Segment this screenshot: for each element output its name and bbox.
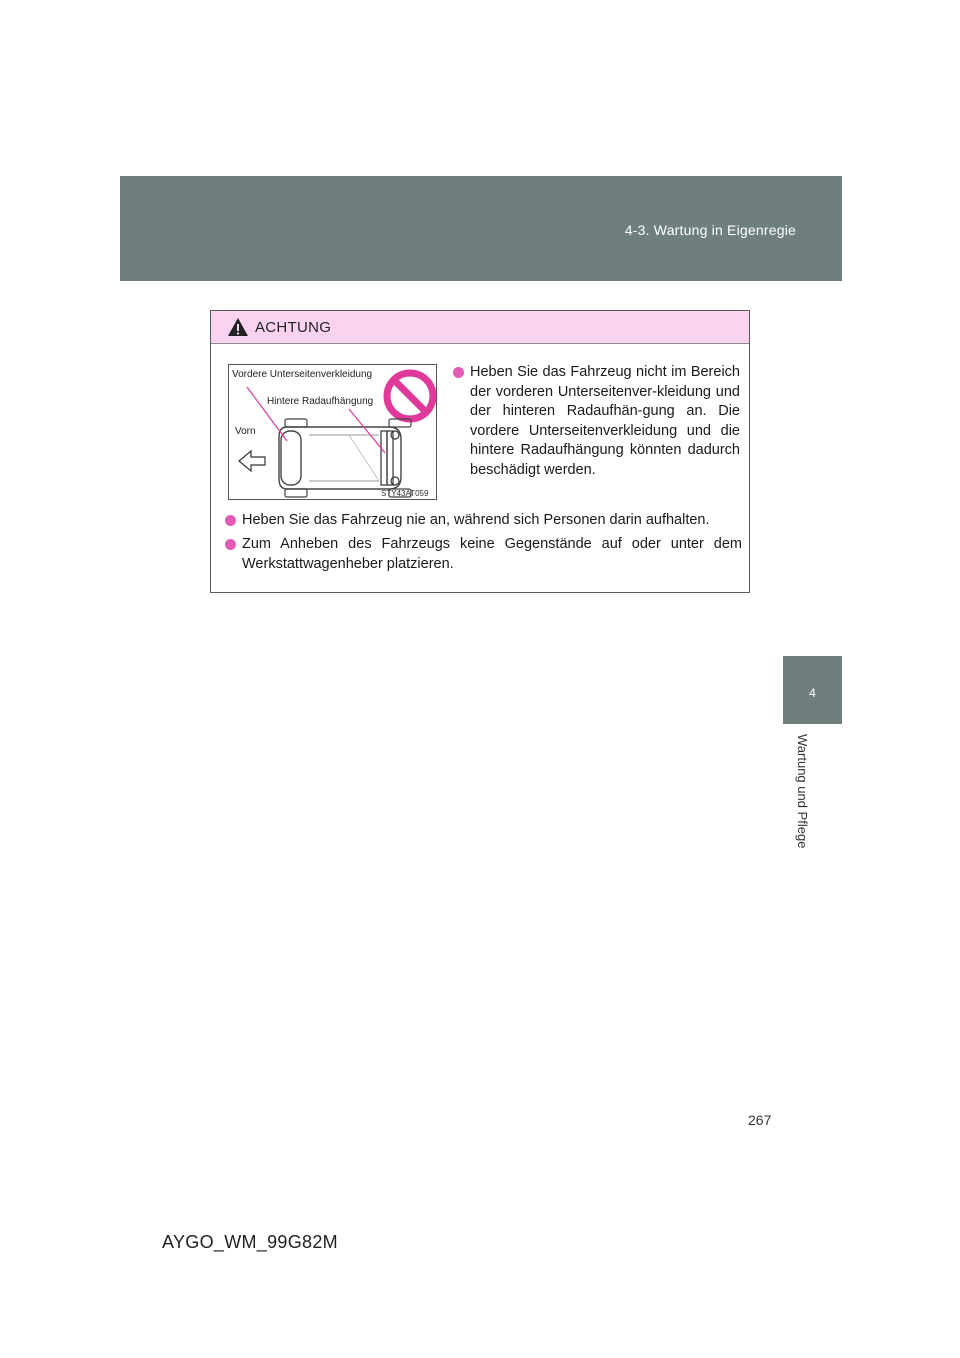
bullet-dot bbox=[453, 367, 464, 378]
label-rear-suspension: Hintere Radaufhängung bbox=[267, 396, 374, 407]
bullet-text: Heben Sie das Fahrzeug nie an, während sich Personen darin aufhalten. bbox=[242, 512, 710, 528]
warning-bullet-3 bbox=[242, 535, 742, 574]
warning-bullet-1 bbox=[470, 363, 740, 480]
front-arrow-icon bbox=[239, 451, 265, 471]
section-title: 4-3. Wartung in Eigenregie bbox=[624, 222, 796, 238]
chapter-tab bbox=[783, 656, 842, 724]
bullet-dot bbox=[225, 515, 236, 526]
illustration-code: STY43AT059 bbox=[381, 489, 429, 498]
model-code: AYGO_WM_99G82M bbox=[162, 1232, 338, 1252]
warning-title: ACHTUNG bbox=[255, 319, 332, 336]
label-front: Vorn bbox=[235, 426, 256, 437]
vehicle-underside-illustration bbox=[228, 364, 437, 500]
chapter-label: Wartung und Pflege bbox=[795, 734, 810, 849]
vehicle-underside-drawing bbox=[229, 365, 438, 501]
chapter-number: 4 bbox=[809, 686, 816, 700]
page-number: 267 bbox=[748, 1112, 772, 1128]
label-front-cover: Vordere Unterseitenverkleidung bbox=[232, 369, 373, 380]
warning-bullet-2 bbox=[242, 511, 742, 531]
header-band bbox=[120, 176, 842, 281]
warning-box bbox=[210, 310, 750, 593]
rear-suspension-shape bbox=[381, 431, 399, 485]
prohibited-icon bbox=[387, 373, 433, 419]
bullet-dot bbox=[225, 539, 236, 550]
warning-triangle-icon bbox=[227, 317, 249, 337]
bullet-text: Heben Sie das Fahrzeug nicht im Bereich der vorderen Unterseitenver-kleidung und der hinteren Radaufhän-gung an. Die vordere Unterseitenverkleidung und die hintere Radaufhängung könnten dadurch beschädigt werden. bbox=[470, 364, 740, 478]
warning-header bbox=[211, 311, 749, 344]
bullet-text: Zum Anheben des Fahrzeugs keine Gegenstände auf oder unter dem Werkstattwagenheber platzieren. bbox=[242, 536, 742, 572]
